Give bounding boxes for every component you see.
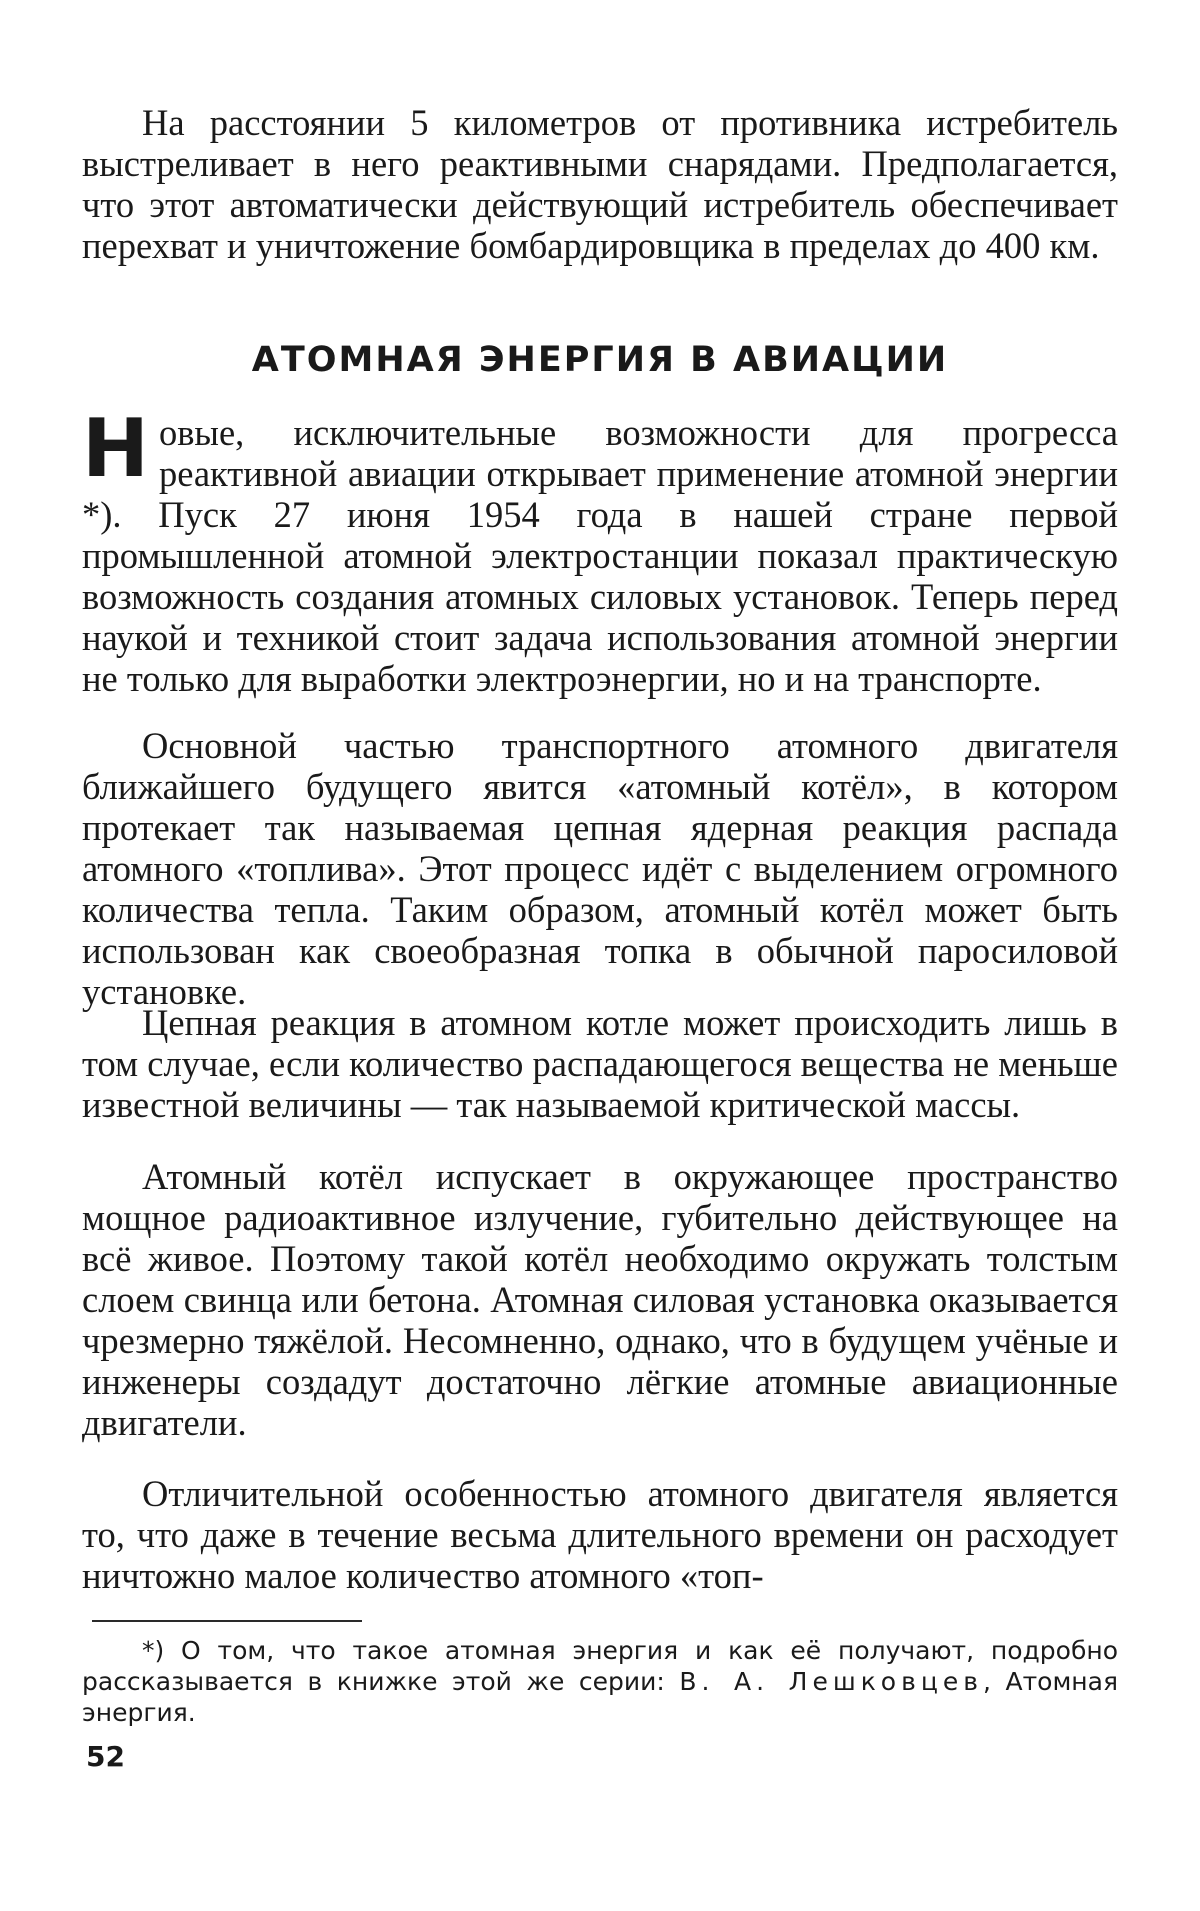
footnote-author: В. А. Лешковцев	[679, 1667, 983, 1696]
page-number: 52	[86, 1740, 125, 1773]
intro-paragraph: На расстоянии 5 километров от противника истребитель выстреливает в него реактивными снарядами. Предполагается, что этот автоматически действующий истребитель обеспечивает перехват и уничтожение бомбардировщика в пределах до 400 км.	[82, 102, 1118, 266]
paragraph-2: Основной частью транспортного атомного двигателя ближайшего будущего явится «атомный котёл», в котором протекает так называемая цепная ядерная реакция распада атомного «топлива». Этот процесс идёт с выделением огромного количества тепла. Таким образом, атомный котёл может быть использован как своеобразная топка в обычной паросиловой установке.	[82, 725, 1118, 1012]
footnote-text-before: *) О том, что такое атомная энергия и как её получают, подробно рассказывается в книжке этой же серии:	[82, 1636, 1118, 1696]
footnote-divider	[92, 1620, 362, 1622]
section-heading: АТОМНАЯ ЭНЕРГИЯ В АВИАЦИИ	[251, 340, 949, 380]
footnote-text-after: , Атомная энергия.	[82, 1667, 1119, 1727]
footnote	[82, 1635, 1118, 1728]
paragraph-5: Отличительной особенностью атомного двигателя является то, что даже в течение весьма длительного времени он расходует ничтожно малое количество атомного «топ-	[82, 1473, 1118, 1596]
paragraph-1: Новые, исключительные возможности для прогресса реактивной авиации открывает применение атомной энергии *). Пуск 27 июня 1954 года в нашей стране первой промышленной атомной электростанции показал практическую возможность создания атомных силовых установок. Теперь перед наукой и техникой стоит задача использования атомной энергии не только для выработки электроэнергии, но и на транспорте.	[82, 402, 1118, 699]
paragraph-3: Цепная реакция в атомном котле может происходить лишь в том случае, если количество распадающегося вещества не меньше известной величины — так называемой критической массы.	[82, 1002, 1118, 1125]
paragraph-4: Атомный котёл испускает в окружающее пространство мощное радиоактивное излучение, губительно действующее на всё живое. Поэтому такой котёл необходимо окружать толстым слоем свинца или бетона. Атомная силовая установка оказывается чрезмерно тяжёлой. Несомненно, однако, что в будущем учёные и инженеры создадут достаточно лёгкие атомные авиационные двигатели.	[82, 1156, 1118, 1443]
